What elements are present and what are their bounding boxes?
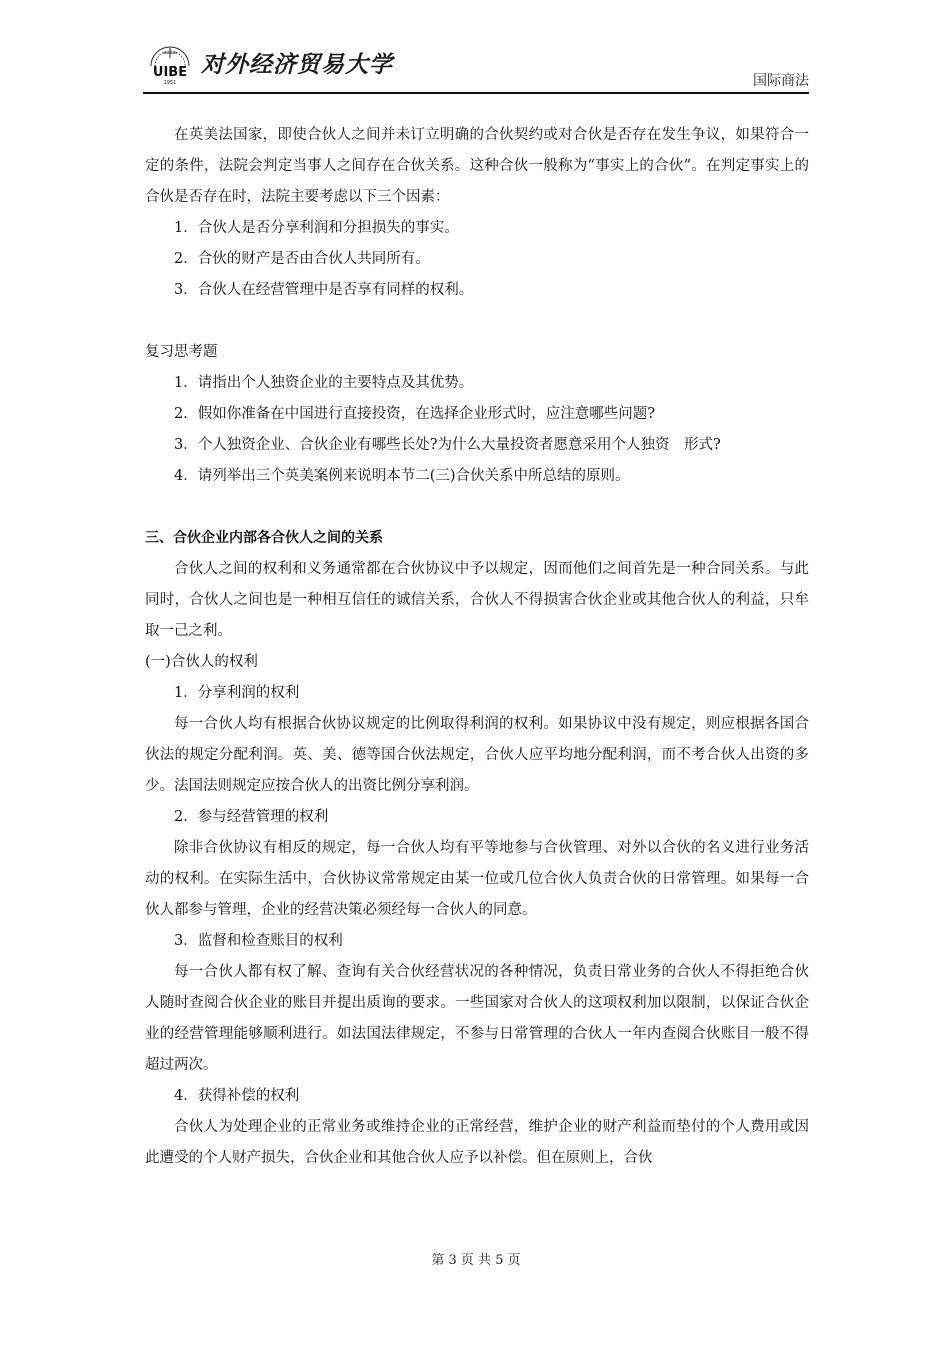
section-title: 三、合伙企业内部各合伙人之间的关系 <box>145 530 383 546</box>
right-3-title: 3．监督和检查账目的权利 <box>174 933 343 949</box>
right-1-title: 1．分享利润的权利 <box>174 685 300 701</box>
review-item-3: 3．个人独资企业、合伙企业有哪些长处?为什么大量投资者愿意采用个人独资 形式? <box>174 437 721 453</box>
right-4-title: 4．获得补偿的权利 <box>174 1088 300 1104</box>
subsection-title: (一)合伙人的权利 <box>145 654 258 670</box>
spacer <box>145 306 809 337</box>
review-item-1: 1．请指出个人独资企业的主要特点及其优势。 <box>174 375 474 391</box>
logo-text: UIBE <box>152 65 188 80</box>
right-2-title: 2．参与经营管理的权利 <box>174 809 329 825</box>
logo-year: 1951 <box>163 80 177 86</box>
factor-item-2: 2．合伙的财产是否由合伙人共同所有。 <box>174 251 430 267</box>
page-number: 第 3 页 共 5 页 <box>431 1253 521 1268</box>
right-1-text: 每一合伙人均有根据合伙协议规定的比例取得利润的权利。如果协议中没有规定，则应根据各国合伙法的规定分配利润。英、美、德等国合伙法规定，合伙人应平均地分配利润，而不考合伙人出资的多少。法国法则规定应按合伙人的出资比例分享利润。 <box>145 716 809 794</box>
review-item-2: 2．假如你准备在中国进行直接投资，在选择企业形式时，应注意哪些问题? <box>174 406 655 422</box>
factor-item-3: 3．合伙人在经营管理中是否享有同样的权利。 <box>174 282 474 298</box>
right-3-text: 每一合伙人都有权了解、查询有关合伙经营状况的各种情况，负责日常业务的合伙人不得拒绝合伙人随时查阅合伙企业的账目并提出质询的要求。一些国家对合伙人的这项权利加以限制，以保证合伙企业的经营管理能够顺利进行。如法国法律规定，不参与日常管理的合伙人一年内查阅合伙账目一般不得超过两次。 <box>145 964 809 1073</box>
paragraph-de-facto-partnership: 在英美法国家，即使合伙人之间并未订立明确的合伙契约或对合伙是否存在发生争议，如果符合一定的条件，法院会判定当事人之间存在合伙关系。这种合伙一般称为“事实上的合伙”。在判定事实上的合伙是否存在时，法院主要考虑以下三个因素： <box>145 127 809 205</box>
page-header <box>143 36 809 94</box>
university-name: 对外经济贸易大学 <box>201 51 393 78</box>
university-logo <box>143 44 197 86</box>
header-rule <box>143 92 809 94</box>
section-intro: 合伙人之间的权利和义务通常都在合伙协议中予以规定，因而他们之间首先是一种合同关系。与此同时，合伙人之间也是一种相互信任的诚信关系，合伙人不得损害合伙企业或其他合伙人的利益，只牟取一己之利。 <box>145 561 809 639</box>
right-2-text: 除非合伙协议有相反的规定，每一合伙人均有平等地参与合伙管理、对外以合伙的名义进行业务活动的权利。在实际生活中，合伙协议常常规定由某一位或几位合伙人负责合伙的日常管理。如果每一合伙人都参与管理，企业的经营决策必须经每一合伙人的同意。 <box>145 840 809 918</box>
review-title: 复习思考题 <box>145 344 218 360</box>
review-item-4: 4．请列举出三个英美案例来说明本节二(三)合伙关系中所总结的原则。 <box>174 468 630 484</box>
factor-item-1: 1．合伙人是否分享利润和分担损失的事实。 <box>174 220 459 236</box>
spacer <box>145 492 809 523</box>
document-body <box>145 120 809 1174</box>
course-name: 国际商法 <box>753 73 809 89</box>
right-4-text: 合伙人为处理企业的正常业务或维持企业的正常经营，维护企业的财产利益而垫付的个人费用或因此遭受的个人财产损失，合伙企业和其他合伙人应予以补偿。但在原则上，合伙 <box>145 1119 809 1166</box>
